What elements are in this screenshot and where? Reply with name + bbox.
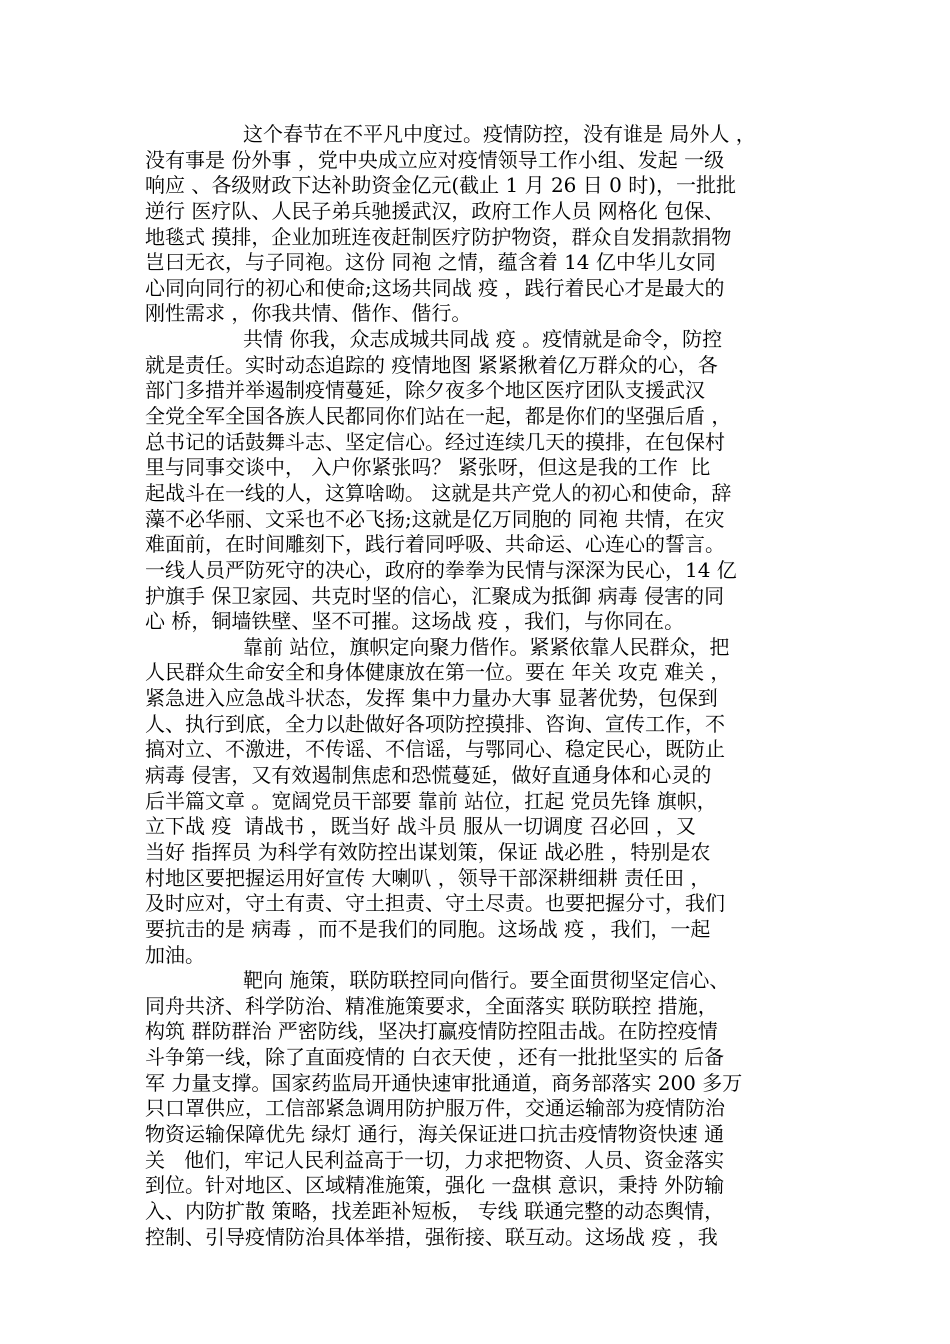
text-line: 共情 你我，众志成城共同战 疫 。疫情就是命令，防控	[243, 327, 723, 352]
text-line: 全党全军全国各族人民都同你们站在一起，都是你们的坚强后盾 ，	[145, 404, 732, 429]
document-body	[145, 122, 815, 1250]
text-line: 总书记的话鼓舞斗志、坚定信心。经过连续几天的摸排，在包保村	[145, 429, 725, 454]
paragraph	[145, 635, 815, 968]
text-line: 控制、引导疫情防治具体举措，强衔接、联互动。这场战 疫 ，我	[145, 1224, 718, 1249]
text-line: 只口罩供应，工信部紧急调用防护服万件，交通运输部为疫情防治	[145, 1096, 725, 1121]
text-line: 心 桥，铜墙铁壁、坚不可摧。这场战 疫 ，我们，与你同在。	[145, 609, 685, 634]
text-line: 里与同事交谈中， 入户你紧张吗？ 紧张呀，但这是我的工作 比	[145, 455, 711, 480]
paragraph	[145, 327, 815, 635]
text-line: 藻不必华丽、文采也不必飞扬;这就是亿万同胞的 同袍 共情，在灾	[145, 506, 725, 531]
text-line: 靠前 站位，旗帜定向聚力偕作。紧紧依靠人民群众，把	[243, 634, 730, 659]
text-line: 没有事是 份外事 ，党中央成立应对疫情领导工作小组、发起 一级	[145, 147, 725, 172]
text-line: 人、执行到底，全力以赴做好各项防控摸排、咨询、宣传工作，不	[145, 711, 725, 736]
text-line: 部门多措并举遏制疫情蔓延，除夕夜多个地区医疗团队支援武汉	[145, 378, 705, 403]
text-line: 到位。针对地区、区域精准施策，强化 一盘棋 意识，秉持 外防输	[145, 1173, 725, 1198]
text-line: 及时应对，守土有责、守土担责、守土尽责。也要把握分寸，我们	[145, 891, 725, 916]
text-line: 紧急进入应急战斗状态，发挥 集中力量办大事 显著优势，包保到	[145, 686, 718, 711]
text-line: 地毯式 摸排，企业加班连夜赶制医疗防护物资，群众自发捐款捐物	[145, 224, 732, 249]
text-line: 就是责任。实时动态追踪的 疫情地图 紧紧揪着亿万群众的心，各	[145, 352, 718, 377]
text-line: 难面前，在时间雕刻下，践行着同呼吸、共命运、心连心的誓言。	[145, 532, 725, 557]
text-line: 斗争第一线，除了直面疫情的 白衣天使 ，还有一批批坚实的 后备	[145, 1045, 725, 1070]
text-line: 村地区要把握运用好宣传 大喇叭 ，领导干部深耕细耕 责任田 ，	[145, 865, 711, 890]
text-line: 关 他们，牢记人民利益高于一切，力求把物资、人员、资金落实	[145, 1147, 725, 1172]
text-line: 逆行 医疗队、人民子弟兵驰援武汉，政府工作人员 网格化 包保、	[145, 198, 725, 223]
text-line: 刚性需求 ，你我共情、偕作、偕行。	[145, 301, 472, 326]
text-line: 岂曰无衣，与子同袍。这份 同袍 之情，蕴含着 14 亿中华儿女同	[145, 250, 716, 275]
text-line: 要抗击的是 病毒 ，而不是我们的同胞。这场战 疫 ，我们，一起	[145, 916, 711, 941]
text-line: 入、内防扩散 策略，找差距补短板， 专线 联通完整的动态舆情，	[145, 1198, 725, 1223]
text-line: 靶向 施策，联防联控同向偕行。要全面贯彻坚定信心、	[243, 968, 730, 993]
text-line: 心同向同行的初心和使命;这场共同战 疫 ，践行着民心才是最大的	[145, 275, 725, 300]
text-line: 起战斗在一线的人，这算啥呦。 这就是共产党人的初心和使命，辞	[145, 480, 732, 505]
text-line: 这个春节在不平凡中度过。疫情防控，没有谁是 局外人 ，	[243, 122, 756, 146]
text-line: 立下战 疫 请战书 ，既当好 战斗员 服从一切调度 召必回 ，又	[145, 814, 696, 839]
text-line: 响应 、各级财政下达补助资金亿元(截止 1 月 26 日 0 时)，一批批	[145, 173, 737, 198]
text-line: 军 力量支撑。国家药监局开通快速审批通道，商务部落实 200 多万	[145, 1070, 743, 1095]
text-line: 一线人员严防死守的决心，政府的拳拳为民情与深深为民心，14 亿	[145, 557, 737, 582]
text-line: 加油。	[145, 942, 205, 967]
text-line: 搞对立、不激进，不传谣、不信谣，与鄂同心、稳定民心，既防止	[145, 737, 725, 762]
text-line: 同舟共济、科学防治、精准施策要求，全面落实 联防联控 措施，	[145, 993, 718, 1018]
text-line: 护旗手 保卫家园、共克时坚的信心，汇聚成为抵御 病毒 侵害的同	[145, 583, 725, 608]
paragraph	[145, 122, 815, 327]
paragraph	[145, 968, 815, 1250]
text-line: 人民群众生命安全和身体健康放在第一位。要在 年关 攻克 难关 ，	[145, 660, 731, 685]
text-line: 当好 指挥员 为科学有效防控出谋划策，保证 战必胜 ，特别是农	[145, 839, 711, 864]
text-line: 病毒 侵害，又有效遏制焦虑和恐慌蔓延，做好直通身体和心灵的	[145, 763, 712, 788]
text-line: 物资运输保障优先 绿灯 通行，海关保证进口抗击疫情物资快速 通	[145, 1121, 725, 1146]
text-line: 构筑 群防群治 严密防线，坚决打赢疫情防控阻击战。在防控疫情	[145, 1019, 718, 1044]
text-line: 后半篇文章 。宽阔党员干部要 靠前 站位，扛起 党员先锋 旗帜，	[145, 788, 717, 813]
